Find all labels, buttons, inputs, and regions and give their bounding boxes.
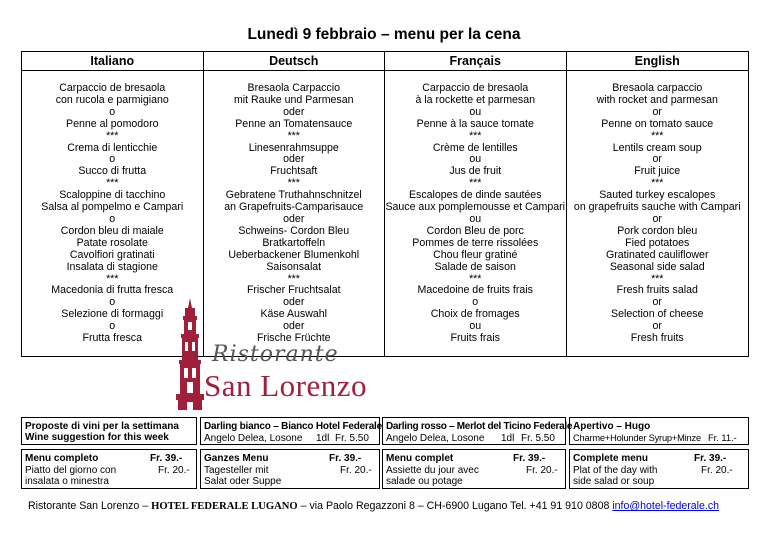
menu-line: *** xyxy=(651,177,664,190)
white-wine-producer: Angelo Delea, Losone xyxy=(204,433,303,444)
set-menu-desc1: Piatto del giorno con xyxy=(25,465,117,476)
aperitif-price: Fr. 11.- xyxy=(708,433,737,443)
menu-line: ou xyxy=(469,320,482,333)
menu-line: Fruchtsaft xyxy=(270,165,318,178)
set-menu-price: Fr. 39.- xyxy=(694,453,727,464)
menu-line: Schweins- Cordon Bleu xyxy=(238,224,350,237)
menu-line: mit Rauke und Parmesan xyxy=(233,93,354,106)
menu-line: Selection of cheese xyxy=(611,308,704,321)
menu-line: ou xyxy=(469,212,482,225)
menu-line: Sauce aux pomplemousse et Campari xyxy=(385,201,566,214)
menu-line: or xyxy=(652,105,662,118)
red-wine-name: Darling rosso – Merlot del Ticino Federale xyxy=(386,421,573,432)
menu-line: or xyxy=(652,296,662,309)
red-wine-box xyxy=(382,417,573,445)
menu-line: Salade de saison xyxy=(434,260,516,273)
menu-line: *** xyxy=(106,272,119,285)
set-menu-desc1: Tagesteller mit xyxy=(204,465,269,476)
menu-line: Penne al pomodoro xyxy=(66,117,159,130)
menu-line: Frischer Fruchtsalat xyxy=(246,284,341,297)
wine-suggestion-line1: Proposte di vini per la settimana xyxy=(25,421,179,432)
set-menu-price2: Fr. 20.- xyxy=(526,465,558,476)
page-title: Lunedì 9 febbraio – menu per la cena xyxy=(247,26,521,43)
menu-line: Crème de lentilles xyxy=(432,141,518,154)
wine-suggestion-line2: Wine suggestion for this week xyxy=(25,432,169,443)
menu-line: Choix de fromages xyxy=(430,308,520,321)
menu-line: Scaloppine di tacchino xyxy=(59,189,166,202)
footer-address xyxy=(28,500,719,512)
set-menu-box-francais xyxy=(382,449,566,489)
menu-line: Selezione di formaggi xyxy=(61,308,164,321)
footer-prefix: Ristorante San Lorenzo – xyxy=(28,500,149,512)
set-menu-box-italiano xyxy=(21,449,197,489)
set-menu-name: Menu complet xyxy=(386,453,454,464)
menu-line: Gebratene Truthahnschnitzel xyxy=(225,189,362,202)
menu-line: Frische Früchte xyxy=(256,332,331,345)
menu-line: o xyxy=(472,296,479,309)
menu-line: *** xyxy=(106,129,119,142)
aperitif-name: Apertivo – Hugo xyxy=(573,421,651,432)
red-wine-price: Fr. 5.50 xyxy=(521,433,555,444)
menu-line: Fied potatoes xyxy=(625,236,690,249)
menu-line: or xyxy=(652,153,662,166)
column-heading: English xyxy=(567,52,749,71)
column-body xyxy=(567,71,749,345)
menu-line: o xyxy=(109,296,116,309)
menu-line: Carpaccio de bresaola xyxy=(422,82,529,94)
column-heading: Français xyxy=(385,52,566,71)
menu-line: Bresaola Carpaccio xyxy=(247,82,340,94)
menu-line: Bresaola carpaccio xyxy=(612,82,703,94)
red-wine-qty: 1dl xyxy=(501,433,515,444)
menu-line: *** xyxy=(651,129,664,142)
menu-line: Chou fleur gratiné xyxy=(433,248,518,261)
menu-line: Fresh fruits xyxy=(630,332,684,345)
set-menu-name: Menu completo xyxy=(25,453,99,464)
wine-suggestion-box xyxy=(21,417,197,445)
set-menu-price2: Fr. 20.- xyxy=(340,465,372,476)
column-heading: Deutsch xyxy=(204,52,385,71)
menu-line: oder xyxy=(283,105,305,118)
set-menu-price2: Fr. 20.- xyxy=(158,465,190,476)
menu-line: *** xyxy=(287,177,300,190)
menu-line: *** xyxy=(106,177,119,190)
menu-line: *** xyxy=(469,272,482,285)
menu-line: Fruits frais xyxy=(450,332,500,345)
white-wine-qty: 1dl xyxy=(316,433,330,444)
column-body xyxy=(385,71,566,345)
menu-line: with rocket and parmesan xyxy=(596,93,718,106)
menu-table xyxy=(21,51,749,357)
set-menu-price: Fr. 39.- xyxy=(329,453,362,464)
menu-line: Jus de fruit xyxy=(449,165,502,178)
menu-line: Linesenrahmsuppe xyxy=(248,141,339,154)
menu-line: o xyxy=(109,320,116,333)
menu-line: Frutta fresca xyxy=(82,332,142,345)
menu-line: o xyxy=(109,153,116,166)
menu-line: oder xyxy=(283,153,305,166)
menu-line: o xyxy=(109,212,116,225)
set-menu-desc2: insalata o minestra xyxy=(25,476,109,487)
set-menu-name: Complete menu xyxy=(573,453,649,464)
menu-line: Penne an Tomatensauce xyxy=(235,117,353,130)
menu-line: Käse Auswahl xyxy=(260,308,328,321)
column-francais xyxy=(385,52,567,356)
menu-line: ou xyxy=(469,153,482,166)
column-heading: Italiano xyxy=(22,52,203,71)
logo-script-text: Ristorante xyxy=(212,342,339,367)
set-menu-name: Ganzes Menu xyxy=(204,453,269,464)
menu-line: Bratkartoffeln xyxy=(262,236,326,249)
white-wine-price: Fr. 5.50 xyxy=(335,433,369,444)
menu-line: Fruit juice xyxy=(634,165,681,178)
menu-line: oder xyxy=(283,212,305,225)
menu-line: Seasonal side salad xyxy=(609,260,705,273)
menu-line: Insalata di stagione xyxy=(66,260,158,273)
menu-line: Fresh fruits salad xyxy=(616,284,698,297)
set-menu-desc1: Plat of the day with xyxy=(573,465,658,476)
menu-line: oder xyxy=(283,296,305,309)
set-menu-price2: Fr. 20.- xyxy=(701,465,733,476)
menu-line: Pommes de terre rissolées xyxy=(412,236,539,249)
menu-line: *** xyxy=(469,177,482,190)
menu-line: *** xyxy=(287,272,300,285)
menu-line: Carpaccio de bresaola xyxy=(59,82,166,94)
aperitif-box xyxy=(569,417,749,445)
menu-line: Saisonsalat xyxy=(266,260,322,273)
menu-line: Lentils cream soup xyxy=(612,141,702,154)
set-menu-desc1: Assiette du jour avec xyxy=(386,465,479,476)
aperitif-desc: Charme+Holunder Syrup+Minze xyxy=(573,433,701,443)
tower-logo-icon xyxy=(172,298,208,410)
menu-line: Escalopes de dinde sautées xyxy=(408,189,542,202)
footer-address-text: – via Paolo Regazzoni 8 – CH-6900 Lugano Tel. +41 91 910 0808 xyxy=(300,500,610,512)
menu-line: Macedonia di frutta fresca xyxy=(51,284,174,297)
set-menu-desc2: salade ou potage xyxy=(386,476,463,487)
menu-line: Sauted turkey escalopes xyxy=(599,189,716,202)
logo-name-text: San Lorenzo xyxy=(204,368,368,403)
menu-line: Cavolfiori gratinati xyxy=(69,248,155,261)
menu-line: or xyxy=(652,320,662,333)
red-wine-producer: Angelo Delea, Losone xyxy=(386,433,485,444)
menu-line: *** xyxy=(287,129,300,142)
menu-line: Cordon Bleu de porc xyxy=(426,224,524,237)
menu-line: Penne on tomato sauce xyxy=(601,117,714,130)
menu-line: *** xyxy=(469,129,482,142)
menu-line: Gratinated cauliflower xyxy=(606,248,709,261)
menu-line: Cordon bleu di maiale xyxy=(60,224,164,237)
set-menu-price: Fr. 39.- xyxy=(513,453,546,464)
set-menu-box-deutsch xyxy=(200,449,380,489)
menu-line: Salsa al pompelmo e Campari xyxy=(41,201,184,214)
menu-line: on grapefruits sauche with Campari xyxy=(573,201,741,214)
menu-line: con rucola e parmigiano xyxy=(55,93,169,106)
set-menu-desc2: Salat oder Suppe xyxy=(204,476,282,487)
white-wine-box xyxy=(200,417,383,445)
menu-line: à la rockette et parmesan xyxy=(415,93,536,106)
menu-line: Succo di frutta xyxy=(78,165,147,178)
menu-line: Ueberbackener Blumenkohl xyxy=(228,248,360,261)
menu-line: *** xyxy=(651,272,664,285)
menu-line: Crema di lenticchie xyxy=(67,141,158,154)
menu-line: Patate rosolate xyxy=(76,236,148,249)
set-menu-box-english xyxy=(569,449,749,489)
set-menu-desc2: side salad or soup xyxy=(573,476,655,487)
white-wine-name: Darling bianco – Bianco Hotel Federale xyxy=(204,421,383,432)
menu-line: o xyxy=(109,105,116,118)
menu-line: oder xyxy=(283,320,305,333)
footer-email-link[interactable]: info@hotel-federale.ch xyxy=(612,500,720,512)
menu-line: Penne à la sauce tomate xyxy=(416,117,534,130)
menu-line: an Grapefruits-Camparisauce xyxy=(224,201,364,214)
menu-line: or xyxy=(652,212,662,225)
set-menu-price: Fr. 39.- xyxy=(150,453,183,464)
column-english xyxy=(567,52,749,356)
footer-hotel: HOTEL FEDERALE LUGANO xyxy=(151,501,298,512)
menu-line: Pork cordon bleu xyxy=(617,224,698,237)
menu-line: ou xyxy=(469,105,482,118)
menu-line: Macedoine de fruits frais xyxy=(417,284,533,297)
restaurant-logo xyxy=(172,298,382,416)
